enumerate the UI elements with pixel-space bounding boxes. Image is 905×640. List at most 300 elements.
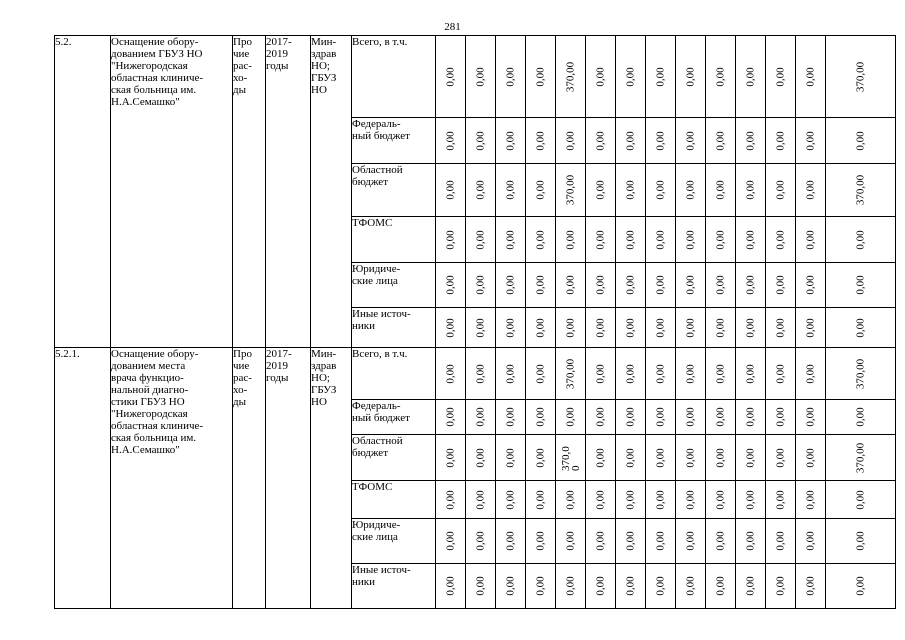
value-text: 0,00	[744, 130, 756, 151]
value-cell	[616, 519, 646, 564]
value-cell	[436, 36, 466, 118]
value-text: 0,00	[624, 363, 636, 384]
value-cell	[556, 263, 586, 308]
value-cell	[616, 400, 646, 435]
expense-type: Про чие рас- хо- ды	[233, 36, 266, 348]
value-cell	[556, 400, 586, 435]
value-text: 0,00	[534, 180, 546, 200]
value-text: 0,00	[714, 407, 726, 427]
value-cell	[826, 217, 896, 263]
funding-source-label: Федераль- ный бюджет	[352, 400, 436, 435]
value-text: 0,00	[804, 531, 816, 551]
value-cell	[436, 519, 466, 564]
funding-source-label: Юридиче- ские лица	[352, 519, 436, 564]
value-cell	[496, 435, 526, 481]
value-cell	[616, 164, 646, 217]
value-text: 0,00	[564, 489, 576, 510]
value-cell	[616, 564, 646, 609]
value-text: 0,00	[444, 317, 456, 338]
value-cell	[766, 164, 796, 217]
value-text: 0,00	[654, 447, 666, 468]
value-cell	[526, 118, 556, 164]
value-text: 370,00	[854, 61, 866, 92]
value-text: 0,00	[474, 275, 486, 295]
value-cell	[646, 36, 676, 118]
value-cell	[736, 481, 766, 519]
value-cell	[766, 481, 796, 519]
value-text: 0,00	[774, 66, 786, 87]
value-cell	[796, 481, 826, 519]
value-cell	[646, 164, 676, 217]
value-cell	[796, 36, 826, 118]
value-text: 0,00	[684, 407, 696, 427]
value-cell	[646, 308, 676, 348]
value-cell	[766, 118, 796, 164]
value-cell	[616, 348, 646, 400]
value-cell	[436, 400, 466, 435]
value-cell	[526, 348, 556, 400]
value-text: 0,00	[684, 317, 696, 338]
value-cell	[526, 435, 556, 481]
value-text: 0,00	[594, 180, 606, 200]
value-cell	[676, 519, 706, 564]
value-text: 0,00	[474, 317, 486, 338]
value-cell	[676, 36, 706, 118]
value-text: 0,00	[744, 447, 756, 468]
value-text: 0,00	[684, 489, 696, 510]
value-cell	[496, 519, 526, 564]
value-cell	[646, 435, 676, 481]
value-cell	[496, 308, 526, 348]
value-text: 0,00	[534, 489, 546, 510]
value-cell	[526, 263, 556, 308]
value-text: 0,00	[504, 363, 516, 384]
value-cell	[706, 164, 736, 217]
value-cell	[466, 217, 496, 263]
value-text: 0,00	[774, 130, 786, 151]
value-cell	[796, 308, 826, 348]
value-text: 0,00	[804, 407, 816, 427]
value-text: 0,00	[564, 576, 576, 596]
value-text: 0,00	[714, 489, 726, 510]
value-text: 0,00	[504, 489, 516, 510]
value-text: 0,00	[804, 489, 816, 510]
table-row	[55, 36, 896, 118]
value-cell	[556, 118, 586, 164]
value-text: 0,00	[444, 576, 456, 596]
value-cell	[766, 435, 796, 481]
value-cell	[616, 263, 646, 308]
value-cell	[526, 217, 556, 263]
value-text: 0,00	[594, 576, 606, 596]
value-text: 0,00	[474, 407, 486, 427]
value-text: 0,00	[534, 531, 546, 551]
value-cell	[736, 400, 766, 435]
value-text: 0,00	[474, 531, 486, 551]
value-text: 0,00	[744, 180, 756, 200]
value-text: 0,00	[504, 180, 516, 200]
value-cell	[556, 348, 586, 400]
value-cell	[676, 217, 706, 263]
expense-type: Про чие рас- хо- ды	[233, 348, 266, 609]
value-text: 0,00	[804, 576, 816, 596]
value-cell	[466, 263, 496, 308]
value-text: 0,00	[444, 407, 456, 427]
value-cell	[766, 36, 796, 118]
item-name: Оснащение обору- дованием ГБУЗ НО "Нижегородская областная клиниче- ская больница им. Н.А.Семашко"	[111, 36, 233, 348]
value-text: 0,00	[504, 66, 516, 87]
value-cell	[496, 348, 526, 400]
value-text: 0,00	[744, 407, 756, 427]
value-cell	[826, 400, 896, 435]
value-text: 0,00	[774, 531, 786, 551]
value-text: 0,00	[714, 317, 726, 338]
value-cell	[706, 308, 736, 348]
value-text: 0,00	[444, 275, 456, 295]
value-cell	[736, 435, 766, 481]
value-cell	[616, 217, 646, 263]
value-cell	[796, 118, 826, 164]
value-text: 0,00	[504, 576, 516, 596]
value-text: 0,00	[684, 447, 696, 468]
value-text: 0,00	[654, 531, 666, 551]
value-text: 0,00	[684, 275, 696, 295]
value-cell	[586, 263, 616, 308]
value-text: 0,00	[474, 130, 486, 151]
value-cell	[796, 400, 826, 435]
value-text: 0,00	[564, 531, 576, 551]
value-cell	[796, 348, 826, 400]
value-cell	[436, 217, 466, 263]
value-text: 370,0 0	[559, 445, 582, 471]
value-cell	[496, 263, 526, 308]
value-cell	[736, 348, 766, 400]
value-text: 0,00	[714, 275, 726, 295]
value-cell	[586, 481, 616, 519]
value-text: 0,00	[534, 317, 546, 338]
value-cell	[676, 348, 706, 400]
value-text: 0,00	[744, 576, 756, 596]
value-cell	[706, 36, 736, 118]
value-text: 0,00	[684, 180, 696, 200]
value-text: 0,00	[654, 130, 666, 151]
value-text: 0,00	[624, 489, 636, 510]
value-text: 0,00	[684, 130, 696, 151]
funding-source-label: ТФОМС	[352, 217, 436, 263]
value-cell	[586, 164, 616, 217]
value-cell	[496, 217, 526, 263]
value-cell	[826, 519, 896, 564]
value-cell	[586, 435, 616, 481]
value-cell	[706, 263, 736, 308]
value-text: 0,00	[684, 531, 696, 551]
value-cell	[496, 164, 526, 217]
value-cell	[736, 308, 766, 348]
value-cell	[766, 308, 796, 348]
value-cell	[796, 435, 826, 481]
value-cell	[556, 217, 586, 263]
value-text: 0,00	[564, 317, 576, 338]
funding-source-label: Юридиче- ские лица	[352, 263, 436, 308]
value-text: 0,00	[564, 229, 576, 250]
value-cell	[436, 481, 466, 519]
value-cell	[766, 519, 796, 564]
value-cell	[496, 400, 526, 435]
value-cell	[646, 217, 676, 263]
value-cell	[556, 564, 586, 609]
value-text: 0,00	[624, 229, 636, 250]
value-text: 0,00	[774, 576, 786, 596]
value-text: 0,00	[444, 180, 456, 200]
value-cell	[466, 481, 496, 519]
value-cell	[676, 400, 706, 435]
value-cell	[676, 481, 706, 519]
value-cell	[586, 36, 616, 118]
value-cell	[616, 118, 646, 164]
funding-source-label: Областной бюджет	[352, 164, 436, 217]
value-text: 0,00	[684, 66, 696, 87]
value-cell	[616, 481, 646, 519]
value-text: 0,00	[684, 229, 696, 250]
value-cell	[676, 118, 706, 164]
value-cell	[736, 217, 766, 263]
value-text: 0,00	[564, 275, 576, 295]
value-cell	[736, 263, 766, 308]
value-cell	[706, 564, 736, 609]
value-cell	[556, 435, 586, 481]
value-cell	[736, 519, 766, 564]
value-text: 0,00	[774, 275, 786, 295]
value-text: 370,00	[854, 442, 866, 473]
value-cell	[706, 217, 736, 263]
value-text: 0,00	[594, 130, 606, 151]
value-text: 0,00	[714, 229, 726, 250]
value-text: 0,00	[774, 447, 786, 468]
value-text: 0,00	[624, 531, 636, 551]
value-text: 0,00	[504, 275, 516, 295]
value-text: 0,00	[534, 275, 546, 295]
value-text: 0,00	[504, 229, 516, 250]
value-text: 0,00	[444, 130, 456, 151]
value-cell	[586, 308, 616, 348]
value-cell	[706, 481, 736, 519]
value-cell	[466, 435, 496, 481]
value-cell	[646, 519, 676, 564]
value-cell	[466, 348, 496, 400]
value-cell	[556, 308, 586, 348]
value-cell	[766, 564, 796, 609]
value-text: 0,00	[854, 229, 866, 250]
value-cell	[796, 519, 826, 564]
funding-source-label: ТФОМС	[352, 481, 436, 519]
value-text: 0,00	[804, 363, 816, 384]
value-text: 0,00	[744, 317, 756, 338]
value-text: 0,00	[744, 275, 756, 295]
value-text: 0,00	[444, 531, 456, 551]
value-text: 0,00	[744, 66, 756, 87]
value-text: 0,00	[654, 66, 666, 87]
value-text: 0,00	[654, 180, 666, 200]
value-text: 0,00	[654, 275, 666, 295]
budget-table	[54, 35, 896, 609]
value-text: 370,00	[564, 174, 576, 206]
value-cell	[526, 564, 556, 609]
value-cell	[436, 263, 466, 308]
value-text: 0,00	[774, 180, 786, 200]
value-cell	[616, 308, 646, 348]
value-cell	[676, 564, 706, 609]
value-text: 0,00	[804, 130, 816, 151]
value-text: 0,00	[504, 531, 516, 551]
value-text: 0,00	[804, 66, 816, 87]
value-text: 0,00	[444, 363, 456, 384]
value-cell	[736, 164, 766, 217]
value-text: 0,00	[474, 576, 486, 596]
value-text: 0,00	[744, 363, 756, 384]
value-text: 0,00	[534, 576, 546, 596]
value-text: 0,00	[534, 130, 546, 151]
value-cell	[466, 36, 496, 118]
table-body	[55, 36, 896, 609]
value-cell	[706, 519, 736, 564]
value-cell	[466, 164, 496, 217]
value-cell	[796, 164, 826, 217]
value-text: 0,00	[804, 229, 816, 250]
value-cell	[826, 481, 896, 519]
value-cell	[796, 217, 826, 263]
value-text: 0,00	[474, 66, 486, 87]
value-cell	[706, 400, 736, 435]
item-executor: Мин- здрав НО; ГБУЗ НО	[311, 36, 352, 348]
value-text: 0,00	[504, 447, 516, 468]
value-cell	[796, 263, 826, 308]
value-text: 0,00	[654, 576, 666, 596]
value-cell	[826, 263, 896, 308]
value-cell	[436, 118, 466, 164]
item-number: 5.2.	[55, 36, 111, 348]
value-cell	[556, 481, 586, 519]
value-text: 0,00	[654, 489, 666, 510]
value-cell	[736, 36, 766, 118]
value-text: 0,00	[534, 363, 546, 384]
value-cell	[586, 217, 616, 263]
value-text: 0,00	[744, 531, 756, 551]
page-number: 281	[444, 21, 461, 33]
value-text: 370,00	[854, 358, 866, 389]
value-text: 0,00	[854, 317, 866, 338]
value-cell	[706, 348, 736, 400]
value-cell	[826, 164, 896, 217]
value-text: 370,00	[854, 174, 866, 206]
value-text: 0,00	[624, 180, 636, 200]
value-text: 0,00	[714, 531, 726, 551]
value-text: 0,00	[594, 275, 606, 295]
value-text: 0,00	[474, 489, 486, 510]
value-text: 0,00	[534, 66, 546, 87]
funding-source-label: Иные источ- ники	[352, 564, 436, 609]
value-cell	[436, 164, 466, 217]
value-text: 0,00	[654, 363, 666, 384]
value-cell	[436, 435, 466, 481]
value-cell	[826, 118, 896, 164]
value-text: 0,00	[474, 229, 486, 250]
value-text: 0,00	[774, 363, 786, 384]
value-cell	[676, 308, 706, 348]
value-text: 0,00	[444, 447, 456, 468]
value-cell	[736, 564, 766, 609]
value-text: 0,00	[774, 317, 786, 338]
value-text: 0,00	[474, 447, 486, 468]
funding-source-label: Иные источ- ники	[352, 308, 436, 348]
value-cell	[766, 263, 796, 308]
value-text: 0,00	[854, 275, 866, 295]
value-text: 0,00	[714, 66, 726, 87]
value-cell	[826, 348, 896, 400]
value-text: 0,00	[594, 447, 606, 468]
value-text: 0,00	[444, 66, 456, 87]
value-text: 0,00	[854, 407, 866, 427]
value-cell	[826, 435, 896, 481]
value-text: 0,00	[774, 229, 786, 250]
value-cell	[526, 36, 556, 118]
value-cell	[766, 217, 796, 263]
funding-source-label: Всего, в т.ч.	[352, 348, 436, 400]
value-cell	[466, 308, 496, 348]
value-cell	[676, 435, 706, 481]
value-cell	[736, 118, 766, 164]
value-cell	[826, 564, 896, 609]
value-text: 0,00	[624, 130, 636, 151]
value-cell	[496, 118, 526, 164]
value-text: 0,00	[504, 130, 516, 151]
value-text: 0,00	[594, 66, 606, 87]
value-text: 0,00	[854, 531, 866, 551]
value-cell	[556, 519, 586, 564]
value-cell	[646, 481, 676, 519]
value-text: 0,00	[744, 489, 756, 510]
value-text: 0,00	[564, 130, 576, 151]
value-text: 0,00	[534, 447, 546, 468]
value-cell	[496, 481, 526, 519]
value-cell	[586, 118, 616, 164]
value-text: 0,00	[534, 407, 546, 427]
value-cell	[496, 36, 526, 118]
value-cell	[436, 308, 466, 348]
value-text: 0,00	[444, 229, 456, 250]
value-cell	[466, 400, 496, 435]
funding-source-label: Областной бюджет	[352, 435, 436, 481]
value-cell	[646, 348, 676, 400]
value-text: 0,00	[804, 275, 816, 295]
value-cell	[826, 308, 896, 348]
value-cell	[526, 481, 556, 519]
value-text: 0,00	[624, 447, 636, 468]
value-text: 0,00	[624, 66, 636, 87]
table-row	[55, 348, 896, 400]
value-cell	[526, 164, 556, 217]
value-text: 0,00	[594, 317, 606, 338]
value-text: 0,00	[444, 489, 456, 510]
item-years: 2017- 2019 годы	[266, 348, 311, 609]
value-text: 0,00	[854, 130, 866, 151]
item-years: 2017- 2019 годы	[266, 36, 311, 348]
value-text: 0,00	[624, 576, 636, 596]
value-cell	[616, 36, 646, 118]
item-number: 5.2.1.	[55, 348, 111, 609]
value-cell	[646, 118, 676, 164]
value-text: 0,00	[684, 576, 696, 596]
funding-source-label: Всего, в т.ч.	[352, 36, 436, 118]
